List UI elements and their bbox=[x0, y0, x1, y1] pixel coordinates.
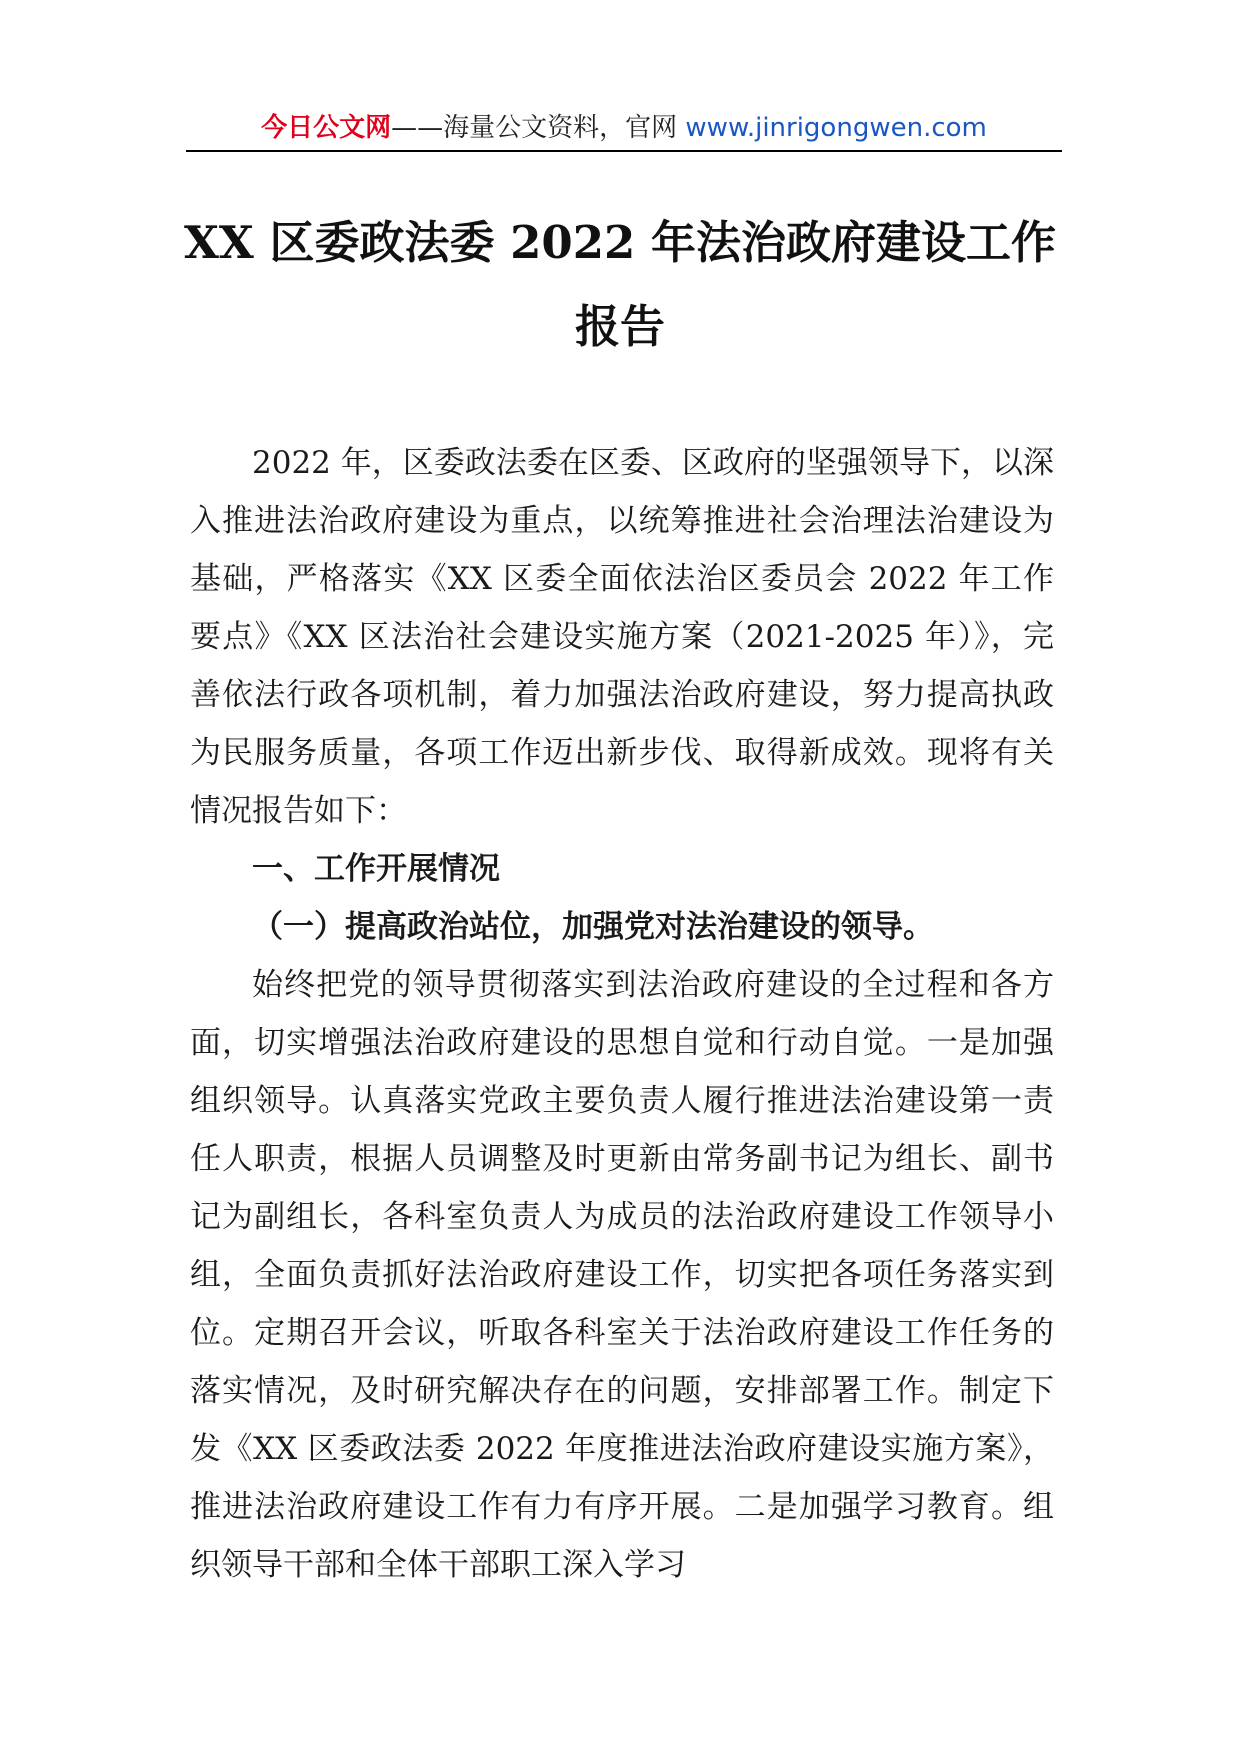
document-body bbox=[190, 434, 1054, 1594]
body-paragraph: 始终把党的领导贯彻落实到法治政府建设的全过程和各方面，切实增强法治政府建设的思想自觉和行动自觉。一是加强组织领导。认真落实党政主要负责人履行推进法治建设第一责任人职责，根据人员调整及时更新由常务副书记为组长、副书记为副组长，各科室负责人为成员的法治政府建设工作领导小组，全面负责抓好法治政府建设工作，切实把各项任务落实到位。定期召开会议，听取各科室关于法治政府建设工作任务的落实情况，及时研究解决存在的问题，安排部署工作。制定下发《XX 区委政法委 2022 年度推进法治政府建设实施方案》，推进法治政府建设工作有力有序开展。二是加强学习教育。组织领导干部和全体干部职工深入学习 bbox=[190, 967, 1054, 1583]
intro-paragraph: 2022 年，区委政法委在区委、区政府的坚强领导下，以深入推进法治政府建设为重点，以统筹推进社会治理法治建设为基础，严格落实《XX 区委全面依法治区委员会 2022 年工作要点》《XX 区法治社会建设实施方案（2021-2025 年）》，完善依法行政各项机制，着力加强法治政府建设，努力提高执政为民服务质量，各项工作迈出新步伐、取得新成效。现将有关情况报告如下： bbox=[190, 445, 1054, 829]
document-title-line-1: XX 区委政法委 2022 年法治政府建设工作 bbox=[183, 216, 1057, 269]
site-header bbox=[186, 104, 1062, 152]
subsection-heading: （一）提高政治站位，加强党对法治建设的领导。 bbox=[252, 909, 934, 945]
section-heading: 一、工作开展情况 bbox=[252, 851, 500, 887]
site-brand: 今日公文网 bbox=[261, 113, 392, 143]
site-tagline: ——海量公文资料，官网 bbox=[391, 113, 686, 143]
document-title-line-2: 报告 bbox=[574, 300, 665, 353]
site-url-link[interactable]: www.jinrigongwen.com bbox=[685, 113, 987, 143]
